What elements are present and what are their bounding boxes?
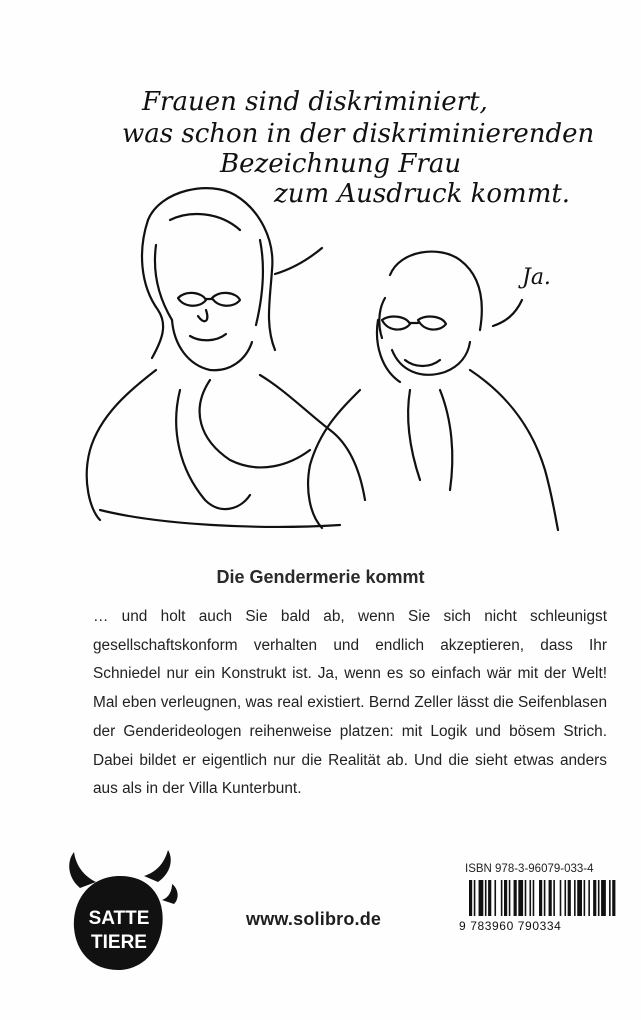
- barcode-bar: [474, 880, 476, 916]
- isbn-label: ISBN 978-3-96079-033-4: [465, 863, 594, 875]
- barcode-bar: [518, 880, 523, 916]
- logo-line-2: TIERE: [91, 932, 147, 953]
- blurb-text: [93, 603, 607, 804]
- horned-devil-logo-icon: [62, 848, 180, 976]
- barcode-bar: [514, 880, 517, 916]
- barcode-bar: [549, 880, 552, 916]
- logo-line-1: SATTE: [88, 908, 150, 929]
- barcode-bar: [568, 880, 571, 916]
- barcode-digits: 9 783960 790334: [459, 919, 562, 933]
- barcode-bar: [479, 880, 484, 916]
- barcode-bar: [485, 880, 487, 916]
- speech-line-1: Frauen sind diskriminiert,: [142, 87, 488, 117]
- cartoon-illustration: [60, 70, 620, 540]
- barcode-bar: [560, 880, 562, 916]
- reply-pointer: [493, 300, 522, 326]
- barcode-bar: [525, 880, 527, 916]
- barcode-bar: [504, 880, 507, 916]
- barcode-bar: [539, 880, 542, 916]
- barcode-bar: [494, 880, 496, 916]
- barcode-bar: [609, 880, 611, 916]
- publisher-website: www.solibro.de: [246, 909, 382, 929]
- speech-pointer: [275, 248, 322, 274]
- barcode-bar: [488, 880, 491, 916]
- barcode-bar: [593, 880, 596, 916]
- blurb-paragraph: … und holt auch Sie bald ab, wenn Sie sich nicht schleunigst gesellschaftskonform verhalten und endlich akzeptieren, dass Ihr Schniedel nur ein Konstrukt ist. Ja, wenn es so einfach wär mit der Welt! Mal eben verleugnen, was real existiert. Bernd Zeller lässt die Seifenblasen der Genderideologen reihenweise platzen: mit Logik und bösem Strich. Dabei bildet er eigentlich nur die Realität ab. Und die sieht etwas anders aus als in der Villa Kunterbunt.: [93, 608, 607, 798]
- barcode-icon: [469, 880, 617, 916]
- barcode-bar: [553, 880, 555, 916]
- barcode-bar: [584, 880, 586, 916]
- barcode-bar: [601, 880, 606, 916]
- isbn-block: [459, 863, 619, 933]
- barcode-bar: [612, 880, 615, 916]
- barcode-bar: [469, 880, 472, 916]
- book-title: Die Gendermerie kommt: [216, 567, 425, 587]
- barcode-bar: [574, 880, 576, 916]
- barcode-bar: [501, 880, 503, 916]
- speech-line-3: Bezeichnung Frau: [220, 149, 462, 179]
- barcode-bar: [598, 880, 600, 916]
- barcode-bar: [577, 880, 582, 916]
- barcode-bar: [509, 880, 511, 916]
- barcode-bar: [564, 880, 566, 916]
- reply-text: Ja.: [522, 265, 551, 290]
- barcode-bar: [588, 880, 590, 916]
- barcode-bar: [529, 880, 531, 916]
- speech-line-4: zum Ausdruck kommt.: [274, 179, 571, 209]
- barcode-bar: [533, 880, 535, 916]
- speech-line-2: was schon in der diskriminierenden: [122, 119, 595, 149]
- barcode-bar: [544, 880, 546, 916]
